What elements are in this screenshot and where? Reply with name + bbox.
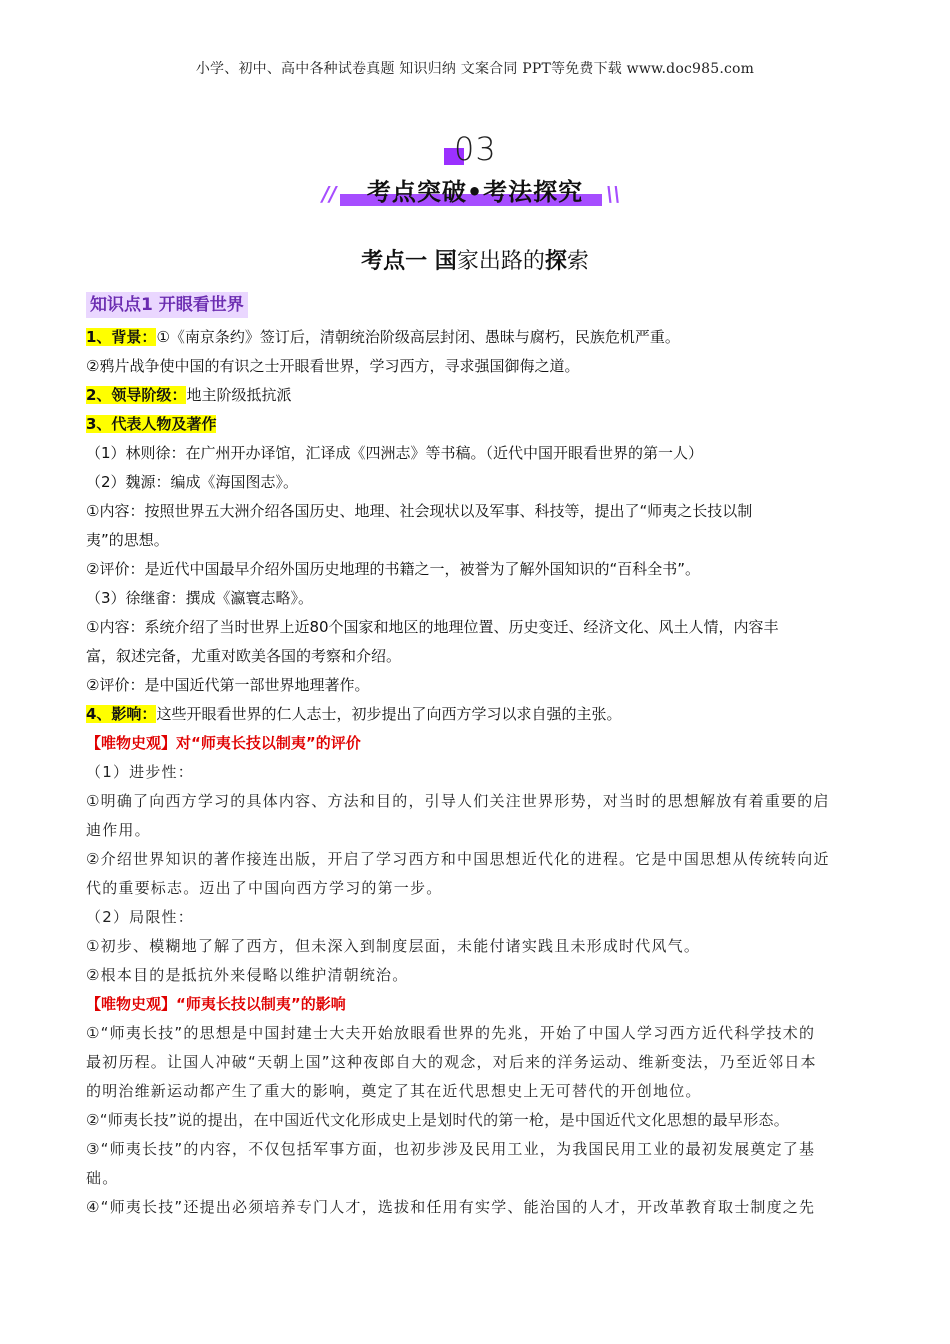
- badge-slash-right: \\: [606, 182, 621, 206]
- influence-line: [86, 700, 876, 729]
- section-title-part2: 家出路的: [456, 249, 545, 274]
- text-line: ④“师夷长技”还提出必须培养专门人才，选拔和任用有实学、能治国的人才，开改革教育取士制度之先: [86, 1198, 816, 1216]
- text-line: 迪作用。: [86, 821, 151, 839]
- badge-title: 考点突破•考法探究: [366, 178, 584, 206]
- text-line: 夷”的思想。: [86, 531, 169, 549]
- text-line: ①“师夷长技”的思想是中国封建士大夫开始放眼看世界的先兆，开始了中国人学习西方近代科学技术的: [86, 1024, 816, 1042]
- text-line: ①初步、模糊地了解了西方，但未深入到制度层面，未能付诸实践且未形成时代风气。: [86, 937, 701, 955]
- section-title: [0, 244, 950, 275]
- text-line: （1）林则徐：在广州开办译馆，汇译成《四洲志》等书稿。（近代中国开眼看世界的第一人）: [86, 444, 704, 462]
- text-line: 础。: [86, 1169, 119, 1187]
- background-label: 1、背景：: [86, 328, 157, 346]
- text-line: （3）徐继畬：撰成《瀛寰志略》。: [86, 589, 314, 607]
- influence-label: 4、影响：: [86, 705, 157, 723]
- text-line: ③“师夷长技”的内容，不仅包括军事方面，也初步涉及民用工业，为我国民用工业的最初发展奠定了基: [86, 1140, 816, 1158]
- badge-number: 03: [454, 130, 497, 168]
- leader-line: [86, 381, 876, 410]
- badge-slash-left: //: [322, 182, 337, 206]
- influence-text: 这些开眼看世界的仁人志士，初步提出了向西方学习以求自强的主张。: [156, 705, 622, 723]
- section-badge: [0, 132, 950, 212]
- materialism-heading: 【唯物史观】“师夷长技以制夷”的影响: [86, 995, 346, 1013]
- text-line: ②鸦片战争使中国的有识之士开眼看世界，学习西方，寻求强国御侮之道。: [86, 357, 580, 375]
- background-line: [86, 323, 876, 352]
- background-text: ①《南京条约》签订后，清朝统治阶级高层封闭、愚昧与腐朽，民族危机严重。: [156, 328, 680, 346]
- page-header: 小学、初中、高中各种试卷真题 知识归纳 文案合同 PPT等免费下载 www.doc985.com: [195, 61, 755, 77]
- badge-number-block: [444, 132, 514, 166]
- document-body: [86, 292, 876, 1222]
- knowledge-point-label: 知识点1 开眼看世界: [86, 292, 248, 318]
- text-line: （2）局限性：: [86, 908, 194, 926]
- representatives-label: 3、代表人物及著作: [86, 415, 217, 433]
- representatives-line: [86, 410, 876, 439]
- text-line: 富，叙述完备，尤重对欧美各国的考察和介绍。: [86, 647, 402, 665]
- section-title-part1: 考点一 国: [361, 249, 457, 274]
- text-line: （2）魏源：编成《海国图志》。: [86, 473, 299, 491]
- text-line: ②介绍世界知识的著作接连出版，开启了学习西方和中国思想近代化的进程。它是中国思想从传统转向近: [86, 850, 830, 868]
- text-line: 的明治维新运动都产生了重大的影响，奠定了其在近代思想史上无可替代的开创地位。: [86, 1082, 702, 1100]
- section-title-part3: 探: [544, 249, 567, 274]
- text-line: 代的重要标志。迈出了中国向西方学习的第一步。: [86, 879, 443, 897]
- text-line: ①内容：按照世界五大洲介绍各国历史、地理、社会现状以及军事、科技等，提出了“师夷之长技以制: [86, 502, 753, 520]
- text-line: ①明确了向西方学习的具体内容、方法和目的，引导人们关注世界形势，对当时的思想解放有着重要的启: [86, 792, 830, 810]
- text-line: （1）进步性：: [86, 763, 194, 781]
- leader-label: 2、领导阶级：: [86, 386, 187, 404]
- text-line: ①内容：系统介绍了当时世界上近80个国家和地区的地理位置、历史变迁、经济文化、风土人情，内容丰: [86, 618, 779, 636]
- text-line: ②根本目的是抵抗外来侵略以维护清朝统治。: [86, 966, 409, 984]
- materialism-heading: 【唯物史观】对“师夷长技以制夷”的评价: [86, 734, 361, 752]
- text-line: ②评价：是近代中国最早介绍外国历史地理的书籍之一，被誉为了解外国知识的“百科全书”。: [86, 560, 700, 578]
- text-line: 最初历程。让国人冲破“天朝上国”这种夜郎自大的观念，对后来的洋务运动、维新变法，乃至近邻日本: [86, 1053, 817, 1071]
- text-line: ②“师夷长技”说的提出，在中国近代文化形成史上是划时代的第一枪，是中国近代文化思想的最早形态。: [86, 1111, 790, 1129]
- section-title-part4: 索: [566, 249, 589, 274]
- text-line: ②评价：是中国近代第一部世界地理著作。: [86, 676, 370, 694]
- leader-text: 地主阶级抵抗派: [186, 386, 292, 404]
